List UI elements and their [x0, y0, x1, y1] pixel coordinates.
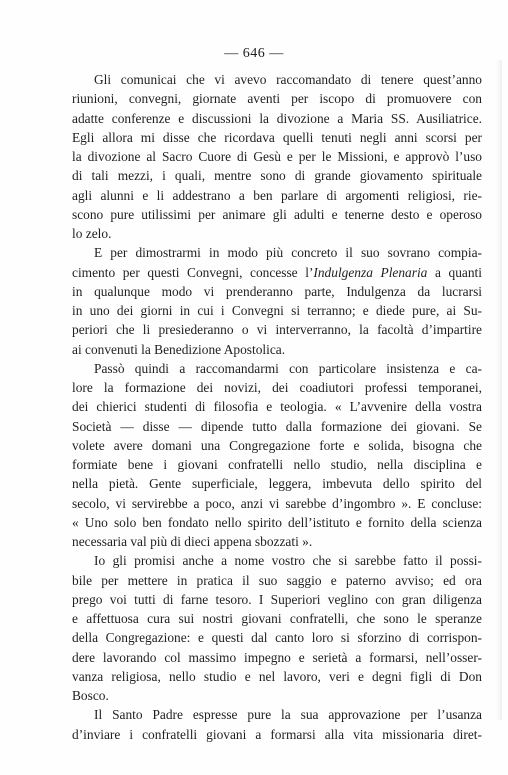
text-line: e affettuosa cura sui nostri giovani confratelli, che sono le speranze: [72, 611, 482, 626]
text-line: prego voi tutti di farne tesoro. I Superiori veglino con gran diligenza: [72, 591, 482, 607]
text-line: Passò quindi a raccomandarmi con particolare insistenza e ca-: [94, 360, 482, 376]
text-line: della Congregazione: e questi dal canto loro si sforzino di corrispon-: [72, 630, 482, 646]
text-line: Società — disse — dipende tutto dalla formazione dei giovani. Se: [72, 418, 482, 434]
text-line: riunioni, convegni, giornate aventi per iscopo di promuovere con: [72, 91, 482, 107]
page-number: — 646 —: [224, 46, 284, 61]
text-line: Il Santo Padre espresse pure la sua approvazione per l’usanza: [94, 707, 482, 723]
text-line: lore la formazione dei novizi, dei coadiutori professi temporanei,: [72, 380, 482, 395]
text-line: ai convenuti la Benedizione Apostolica.: [72, 341, 286, 357]
text-line: « Uno solo ben fondato nello spirito dell’istituto e fornito della scienza: [72, 514, 482, 530]
text-line: lo zelo.: [72, 226, 112, 241]
text-line: di tali mezzi, i quali, mentre sono di grande giovamento spirituale: [72, 168, 482, 184]
text-line: secolo, vi servirebbe a poco, anzi vi sarebbe d’ingombro ». E concluse:: [72, 495, 482, 511]
text-line: in qualunque modo vi prenderanno parte, Indulgenza da lucrarsi: [72, 283, 482, 299]
text-line: periori che li presiederanno o vi interverranno, la facoltà d’impartire: [72, 322, 482, 338]
text-line: E per dimostrarmi in modo più concreto il suo sovrano compia-: [94, 245, 482, 261]
text-line: bile per mettere in pratica il suo saggio e paterno avviso; ed ora: [72, 572, 482, 588]
text-line: Io gli promisi anche a nome vostro che si sarebbe fatto il possi-: [94, 553, 482, 569]
text-line: cimento per questi Convegni, concesse l’Indulgenza Plenaria a quanti: [72, 264, 482, 280]
text-line: volete avere domani una Congregazione forte e solida, bisogna che: [72, 437, 482, 453]
text-line: adatte conferenze e discussioni la divozione a Maria SS. Ausiliatrice.: [72, 110, 482, 126]
text-line: la divozione al Sacro Cuore di Gesù e per le Missioni, e approvò l’uso: [72, 149, 482, 164]
text-line: dere lavorando col massimo impegno e serietà a formarsi, nell’osser-: [72, 649, 482, 665]
body-text: [72, 70, 482, 744]
text-line: agli alunni e li addestrano a ben parlare di argomenti religiosi, rie-: [72, 187, 482, 203]
text-line: Egli allora mi disse che ricordava quelli tenuti negli anni scorsi per: [72, 129, 482, 145]
text-line: necessaria val più di dieci appena sbozzati ».: [72, 534, 313, 549]
text-line: dei chierici studenti di filosofia e teologia. « L’avvenire della vostra: [72, 399, 482, 415]
text-line: in uno dei giorni in cui i Convegni si terranno; e diede pure, ai Su-: [72, 303, 482, 318]
text-line: Bosco.: [72, 688, 109, 703]
page-edge-shadow: [496, 60, 502, 720]
text-line: d’inviare i confratelli giovani a formarsi alla vita missionaria diret-: [72, 726, 482, 742]
text-line: scono pure utilissimi per animare gli adulti e tenerne desto e operoso: [72, 206, 482, 222]
text-line: formiate bene i giovani confratelli nello studio, nella disciplina e: [72, 457, 482, 472]
text-line: Gli comunicai che vi avevo raccomandato di tenere quest’anno: [94, 72, 482, 87]
text-line: vanza religiosa, nello studio e nel lavoro, veri e degni figli di Don: [72, 668, 482, 684]
text-line: nella pietà. Gente superficiale, leggera, imbevuta dello spirito del: [72, 476, 482, 492]
